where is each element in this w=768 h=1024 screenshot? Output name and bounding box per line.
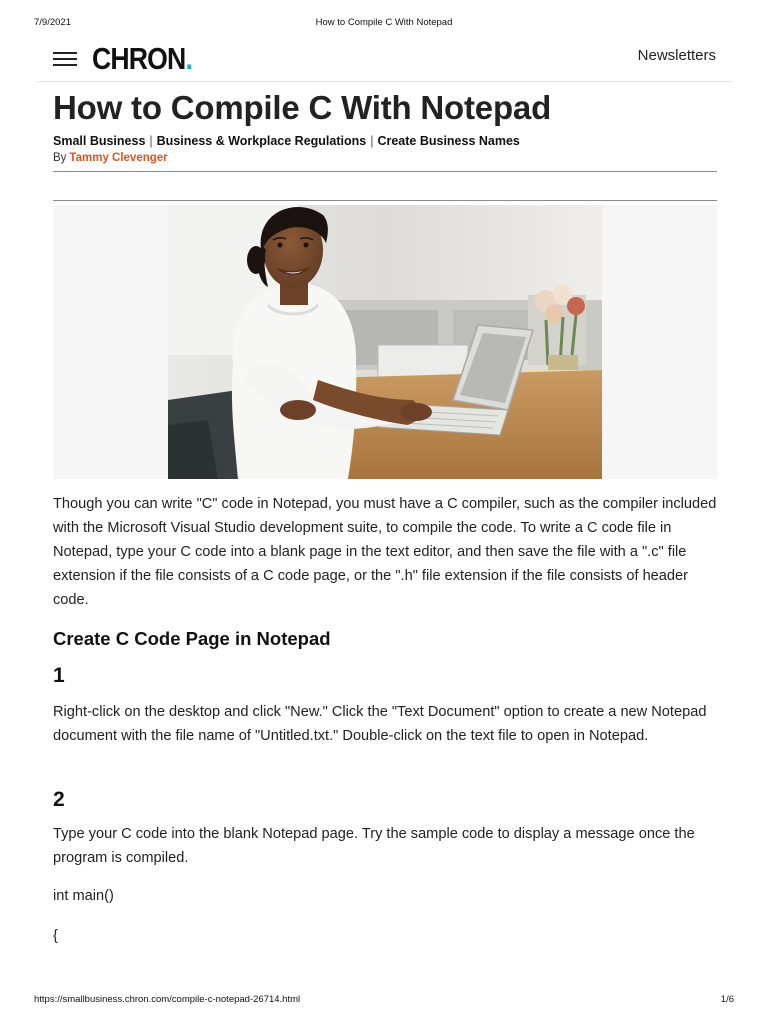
article-title: How to Compile C With Notepad: [53, 89, 552, 126]
step-number: 1: [53, 664, 65, 687]
hamburger-menu-icon[interactable]: [53, 52, 77, 66]
newsletters-link[interactable]: Newsletters: [637, 47, 716, 64]
site-header: [37, 40, 732, 82]
category-separator: |: [149, 134, 153, 148]
section-heading: Create C Code Page in Notepad: [53, 628, 331, 649]
category-link-create-business-names[interactable]: Create Business Names: [377, 134, 520, 148]
step-text: Right-click on the desktop and click "New." Click the "Text Document" option to create a new Notepad document with the file name of "Untitled.txt." Double-click on the text file to open in Notepad.: [53, 704, 707, 744]
code-line: {: [53, 928, 58, 944]
print-page-number: 1/6: [720, 994, 734, 1005]
chron-logo[interactable]: [92, 42, 192, 76]
code-line: int main(): [53, 888, 114, 904]
hero-image: [168, 205, 602, 479]
author-link[interactable]: Tammy Clevenger: [69, 152, 168, 164]
category-separator: |: [370, 134, 374, 148]
category-link-small-business[interactable]: Small Business: [53, 134, 146, 148]
category-breadcrumb: [53, 134, 520, 149]
print-header: [0, 17, 768, 31]
step-number: 2: [53, 788, 65, 811]
step-text: Type your C code into the blank Notepad page. Try the sample code to display a message once the program is compiled.: [53, 826, 695, 866]
divider: [53, 171, 717, 172]
intro-paragraph: Though you can write "C" code in Notepad, you must have a C compiler, such as the compiler included with the Microsoft Visual Studio development suite, to compile the code. To write a C code file in Notepad, type your C code into a blank page in the text editor, and then save the file with a ".c" file extension if the file consists of a C code page, or the ".h" file extension if the file consists of header code.: [53, 496, 717, 608]
print-date: 7/9/2021: [34, 17, 71, 28]
print-title: How to Compile C With Notepad: [315, 17, 453, 28]
logo-text: CHRON: [92, 41, 186, 76]
byline-prefix: By: [53, 152, 67, 164]
byline: [53, 151, 168, 166]
logo-dot: .: [185, 41, 193, 76]
print-footer: [0, 994, 768, 1008]
divider: [53, 200, 717, 201]
category-link-workplace-regulations[interactable]: Business & Workplace Regulations: [156, 134, 367, 148]
print-url: https://smallbusiness.chron.com/compile-c-notepad-26714.html: [34, 994, 301, 1005]
